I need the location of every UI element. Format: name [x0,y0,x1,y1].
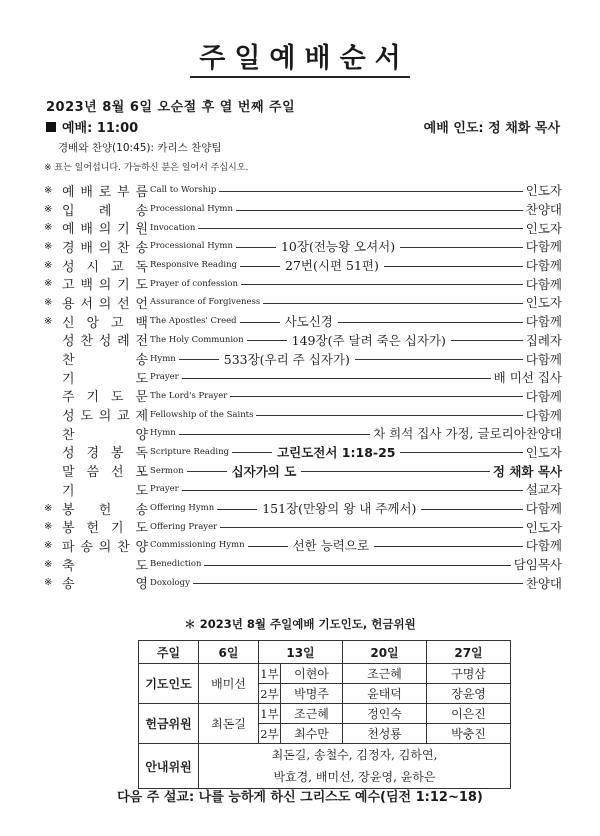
order-item-responsible: 다함께 [525,258,562,274]
order-item-korean: 송 영 [62,577,148,593]
order-item-responsible: 인도자 [525,183,562,199]
order-item [44,349,562,368]
order-item-english: Fellowship of the Saints [150,409,254,420]
leader-dash [400,247,523,248]
leader-dash [219,191,522,192]
order-item-detail: 사도신경 [284,314,333,330]
order-item-english: The Lord's Prayer [150,390,228,401]
header-sunday: 주일 [139,641,199,664]
order-item [44,405,562,424]
order-item [44,331,562,350]
order-item-detail: 151장(만왕의 왕 내 주께서) [262,501,417,517]
order-item-korean: 성 경 봉 독 [62,446,148,462]
leader-dash [240,266,280,267]
order-item-english: Prayer of confession [150,278,238,289]
service-date: 2023년 8월 6일 오순절 후 열 번째 주일 [46,100,296,115]
leader-dash [232,452,272,453]
next-sermon: 다음 주 설교: 나를 능하게 하신 그리스도 예수(딤전 1:12~18) [117,790,483,805]
order-item-korean: 성 도 의 교 제 [62,409,148,425]
order-item-english: Hymn [150,353,176,364]
order-item-korean: 경 배 의 찬 송 [62,240,148,256]
leader-dash [217,509,257,510]
usher-names [199,744,511,789]
standing-mark: ※ [44,259,53,271]
prayer-20-2: 윤태덕 [343,684,427,704]
offering-13-1: 조근혜 [281,704,343,724]
standing-mark: ※ [44,203,53,215]
order-item-detail: 10장(전능왕 오셔서) [280,239,396,255]
order-item [44,499,562,518]
order-item-english: The Holy Communion [150,334,244,345]
order-item-korean: 봉 헌 송 [62,502,148,518]
order-item-korean: 찬 송 [62,353,148,369]
order-item-english: Prayer [150,484,179,495]
order-item [44,461,562,480]
order-item-english: Commissioning Hymn [150,540,245,551]
leader-dash [256,415,522,416]
order-item-responsible: 다함께 [525,501,562,517]
order-item [44,555,562,574]
order-item-responsible: 인도자 [525,295,562,311]
roster-heading: ＊ 2023년 8월 주일예배 기도인도, 헌금위원 [184,617,416,631]
prayer-27-1: 구명삼 [427,664,511,684]
order-item-responsible: 다함께 [525,351,562,367]
leader-dash [182,490,523,491]
offering-27-2: 박충진 [427,724,511,744]
order-item-english: Processional Hymn [150,204,233,215]
leader-dash [400,452,522,453]
order-item-korean: 봉 헌 기 도 [62,521,148,537]
leader-dash [230,396,522,397]
order-item-english: Scripture Reading [150,446,230,457]
leader-dash [240,322,280,323]
square-bullet-icon [46,122,56,132]
praise-note: 경배와 찬양(10:45): 카리스 찬양팀 [58,142,222,154]
order-item-english: Offering Hymn [150,503,215,514]
standing-mark: ※ [44,558,53,570]
order-item-responsible: 다함께 [525,538,562,554]
standing-mark: ※ [44,240,53,252]
order-item-english: Sermon [150,465,184,476]
leader-dash [374,546,523,547]
offering-27-1: 이은진 [427,704,511,724]
order-of-worship [44,181,562,592]
order-item-responsible: 다함께 [525,276,562,292]
part-label: 1부 [259,664,281,684]
order-item [44,536,562,555]
prayer-6: 배미선 [199,664,259,704]
leader-dash [193,583,523,584]
order-item-responsible: 찬양대 [525,202,562,218]
order-item-detail: 십자가의 도 [231,463,297,479]
prayer-row-1 [139,664,511,684]
order-item-korean: 기 도 [62,483,148,499]
order-item-english: Offering Prayer [150,521,218,532]
order-item-responsible: 다함께 [525,388,562,404]
leader-dash [179,434,370,435]
order-item-korean: 기 도 [62,371,148,387]
order-item-responsible: 다함께 [525,314,562,330]
order-item-english: Processional Hymn [150,241,233,252]
order-item [44,312,562,331]
offering-6: 최돈길 [199,704,259,744]
order-item-english: Doxology [150,577,190,588]
order-item [44,200,562,219]
order-item-responsible: 담임목사 [513,557,562,573]
usher-row [139,744,511,789]
order-item-responsible: 배 미선 집사 [493,370,562,386]
header-13: 13일 [259,641,343,664]
leader-dash [355,359,523,360]
order-item-english: Call to Worship [150,185,217,196]
order-item-korean: 신 앙 고 백 [62,315,148,331]
order-item-responsible: 차 희석 집사 가정, 글로리아찬양대 [373,426,562,442]
standing-mark: ※ [44,577,53,589]
part-label: 2부 [259,684,281,704]
order-item-korean: 입 례 송 [62,203,148,219]
prayer-13-1: 이현아 [281,664,343,684]
leader-dash [204,565,510,566]
header-20: 20일 [343,641,427,664]
offering-20-1: 정인숙 [343,704,427,724]
standing-mark: ※ [44,184,53,196]
order-item-detail: 533장(우리 주 십자가) [223,351,350,367]
usher-line-2: 박효경, 배미선, 장윤영, 윤하은 [273,770,436,784]
prayer-label: 기도인도 [139,664,199,704]
leader-dash [198,228,522,229]
order-item-english: Hymn [150,428,176,439]
standing-mark: ※ [44,296,53,308]
order-item-responsible: 인도자 [525,519,562,535]
standing-mark: ※ [44,315,53,327]
order-item-responsible: 설교자 [525,482,562,498]
order-item-korean: 파 송 의 찬 양 [62,539,148,555]
order-item-korean: 예 배 의 기 원 [62,222,148,238]
worship-time [46,117,138,136]
order-item [44,368,562,387]
order-item-korean: 성 찬 성 례 전 [62,334,148,350]
prayer-27-2: 장윤영 [427,684,511,704]
order-item [44,480,562,499]
order-item-responsible: 찬양대 [525,575,562,591]
standing-mark: ※ [44,222,53,234]
order-item [44,293,562,312]
worship-time-text: 예배: 11:00 [62,121,139,136]
order-item-responsible: 정 채화 목사 [492,463,562,479]
order-item-detail: 고린도전서 1:18-25 [277,444,396,460]
offering-row-1 [139,704,511,724]
roster-table [138,640,511,789]
order-item-english: Prayer [150,372,179,383]
worship-leader: 예배 인도: 정 채화 목사 [423,121,560,136]
order-item-detail: 선한 능력으로 [292,538,370,554]
order-item-korean: 말 씀 선 포 [62,465,148,481]
roster-header-row [139,641,511,664]
leader-dash [247,340,287,341]
order-item [44,274,562,293]
leader-dash [236,247,276,248]
part-label: 2부 [259,724,281,744]
order-item [44,237,562,256]
order-item-responsible: 다함께 [525,407,562,423]
order-item-korean: 축 도 [62,558,148,574]
order-item [44,218,562,237]
order-item-responsible: 다함께 [525,239,562,255]
leader-dash [187,471,227,472]
standing-mark: ※ [44,278,53,290]
leader-dash [451,340,523,341]
order-item-korean: 주 기 도 문 [62,390,148,406]
leader-dash [421,509,522,510]
standing-mark: ※ [44,502,53,514]
leader-dash [179,359,219,360]
order-item [44,573,562,592]
order-item-english: Assurance of Forgiveness [150,297,261,308]
standing-note: ※ 표는 일어섭니다. 가능하신 분은 일어서 주십시오. [44,163,249,173]
order-item-english: Invocation [150,222,196,233]
order-item-english: The Apostles' Creed [150,316,237,327]
order-item-korean: 예 배 로 부 름 [62,184,148,200]
leader-dash [236,210,523,211]
order-item-korean: 성 시 교 독 [62,259,148,275]
offering-20-2: 천성룡 [343,724,427,744]
order-item [44,181,562,200]
standing-mark: ※ [44,539,53,551]
page-title: 주일예배순서 [0,36,600,78]
usher-label: 안내위원 [139,744,199,789]
order-item-korean: 용 서 의 선 언 [62,296,148,312]
order-item-responsible: 인도자 [525,444,562,460]
order-item-responsible: 집례자 [525,332,562,348]
order-item-detail: 27번(시편 51편) [285,258,379,274]
leader-dash [263,303,523,304]
leader-dash [301,471,490,472]
order-item-korean: 고 백 의 기 도 [62,278,148,294]
order-item-english: Responsive Reading [150,260,238,271]
part-label: 1부 [259,704,281,724]
leader-dash [384,266,523,267]
leader-dash [248,546,288,547]
order-item [44,443,562,462]
order-item-responsible: 인도자 [525,220,562,236]
header-27: 27일 [427,641,511,664]
usher-line-1: 최돈길, 송철수, 김정자, 김하연, [271,748,438,762]
leader-dash [182,378,491,379]
header-6: 6일 [199,641,259,664]
order-item [44,517,562,536]
standing-mark: ※ [44,521,53,533]
prayer-20-1: 조근혜 [343,664,427,684]
offering-label: 헌금위원 [139,704,199,744]
order-item-korean: 찬 양 [62,427,148,443]
leader-dash [241,284,523,285]
order-item-detail: 149장(주 달려 죽은 십자가) [291,332,446,348]
leader-dash [220,527,523,528]
order-item [44,424,562,443]
order-item-english: Benediction [150,559,202,570]
offering-13-2: 최수만 [281,724,343,744]
prayer-13-2: 박명주 [281,684,343,704]
order-item [44,256,562,275]
order-item [44,387,562,406]
leader-dash [338,322,523,323]
